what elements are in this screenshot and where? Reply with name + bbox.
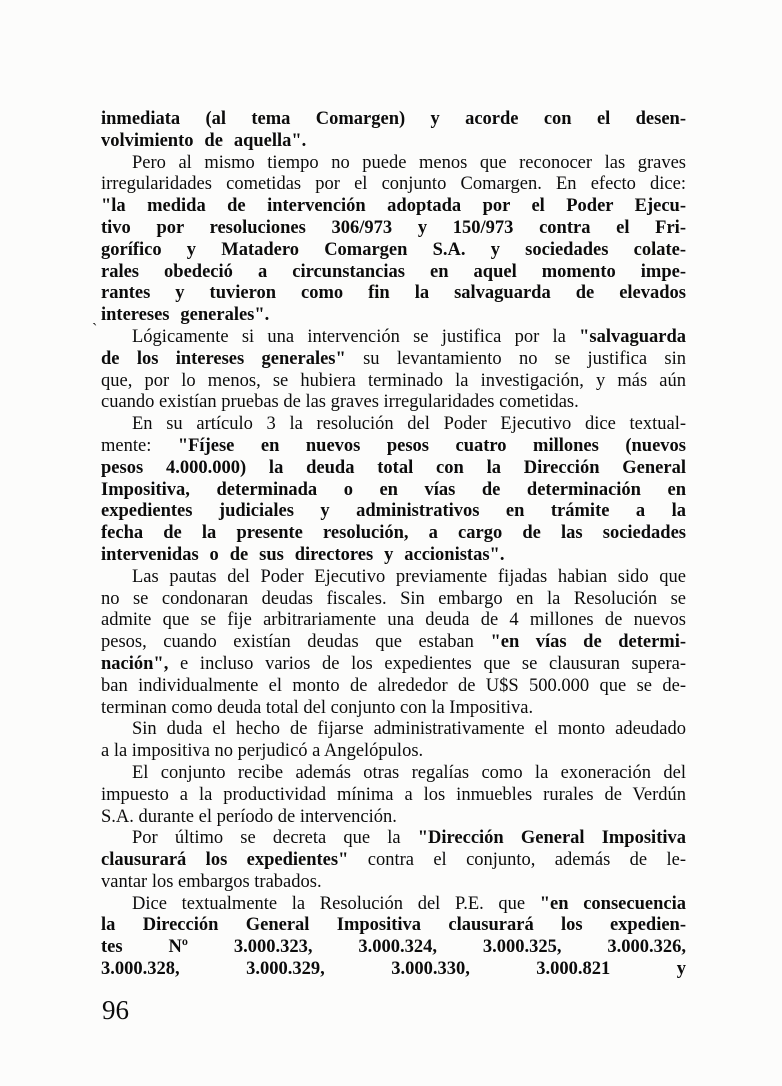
text-line <box>101 283 686 305</box>
bold-text-run: fecha de la presente resolución, a cargo de las sociedades <box>101 523 686 544</box>
bold-text-run: volvimiento de aquella". <box>101 130 307 151</box>
text-line <box>101 436 686 458</box>
bold-text-run: rales obedeció a circunstancias en aquel momento impe- <box>101 261 686 282</box>
paragraph <box>101 719 686 763</box>
text-run: pesos, cuando existían deudas que estaban <box>101 632 491 653</box>
text-line <box>101 371 686 393</box>
text-line <box>101 153 686 175</box>
bold-text-run: nación", <box>101 653 169 674</box>
text-line <box>101 807 686 829</box>
text-line <box>101 654 686 676</box>
text-line <box>101 937 686 959</box>
bold-text-run: rantes y tuvieron como fin la salvaguarda de elevados <box>101 283 686 304</box>
text-line <box>101 676 686 698</box>
text-line <box>101 240 686 262</box>
text-line <box>101 327 686 349</box>
text-run: Sin duda el hecho de fijarse administrativamente el monto adeudado <box>132 719 686 740</box>
text-run: e incluso varios de los expedientes que se clausuran supera- <box>168 653 686 674</box>
text-run: Pero al mismo tiempo no puede menos que reconocer las graves <box>132 152 686 173</box>
stray-mark: ` <box>92 321 98 338</box>
bold-text-run: pesos 4.000.000) la deuda total con la Dirección General <box>101 457 686 478</box>
text-line <box>101 610 686 632</box>
bold-text-run: inmediata (al tema Comargen) y acorde con el desen- <box>101 109 686 129</box>
bold-text-run: intereses generales". <box>101 305 270 326</box>
paragraph <box>101 894 686 981</box>
text-line <box>101 763 686 785</box>
text-line <box>101 174 686 196</box>
text-line <box>101 719 686 741</box>
bold-text-run: 3.000.328, 3.000.329, 3.000.330, 3.000.821 y <box>101 959 686 980</box>
text-run: S.A. durante el período de intervención. <box>101 806 397 827</box>
paragraph <box>101 567 686 720</box>
text-line <box>101 741 686 763</box>
text-line <box>101 828 686 850</box>
text-line <box>101 850 686 872</box>
page-number: 96 <box>102 995 129 1025</box>
paragraph <box>101 327 686 414</box>
text-line <box>101 872 686 894</box>
text-line <box>101 196 686 218</box>
bold-text-run: clausurará los expedientes" <box>101 850 349 871</box>
text-line <box>101 305 686 327</box>
text-line <box>101 414 686 436</box>
bold-text-run: tivo por resoluciones 306/973 y 150/973 contra el Fri- <box>101 217 686 238</box>
text-line <box>101 785 686 807</box>
text-run: no se condonaran deudas fiscales. Sin embargo en la Resolución se <box>101 588 686 609</box>
text-run: vantar los embargos trabados. <box>101 871 322 892</box>
paragraph <box>101 109 686 153</box>
text-line <box>101 959 686 981</box>
page-text <box>101 109 686 981</box>
text-run: admite que se fije arbitrariamente una deuda de 4 millones de nuevos <box>101 610 686 631</box>
text-run: El conjunto recibe además otras regalías como la exoneración del <box>132 762 686 783</box>
text-line <box>101 218 686 240</box>
text-run: cuando existían pruebas de las graves irregularidades cometidas. <box>101 392 579 413</box>
text-line <box>101 589 686 611</box>
text-line <box>101 915 686 937</box>
text-line <box>101 458 686 480</box>
paragraph <box>101 828 686 893</box>
text-run: impuesto a la productividad mínima a los inmuebles rurales de Verdún <box>101 784 686 805</box>
text-run: irregularidades cometidas por el conjunto Comargen. En efecto dice: <box>101 174 686 195</box>
text-line <box>101 109 686 131</box>
text-line <box>101 501 686 523</box>
text-line <box>101 262 686 284</box>
text-line <box>101 567 686 589</box>
text-run: mente: <box>101 435 178 456</box>
text-run: Lógicamente si una intervención se justifica por la <box>132 326 580 347</box>
text-line <box>101 632 686 654</box>
text-line <box>101 131 686 153</box>
bold-text-run: "en consecuencia <box>539 893 686 914</box>
bold-text-run: gorífico y Matadero Comargen S.A. y sociedades colate- <box>101 239 686 260</box>
text-line <box>101 480 686 502</box>
bold-text-run: tes Nº 3.000.323, 3.000.324, 3.000.325, 3.000.326, <box>101 937 686 958</box>
text-run: Por último se decreta que la <box>132 828 418 849</box>
paragraph <box>101 153 686 327</box>
text-line <box>101 894 686 916</box>
paragraph <box>101 414 686 567</box>
paragraph <box>101 763 686 828</box>
text-run: a la impositiva no perjudicó a Angelópulos. <box>101 741 424 762</box>
bold-text-run: expedientes judiciales y administrativos en trámite a la <box>101 501 686 522</box>
text-line <box>101 392 686 414</box>
text-line <box>101 349 686 371</box>
text-line <box>101 545 686 567</box>
bold-text-run: de los intereses generales" <box>101 348 346 369</box>
text-line <box>101 523 686 545</box>
bold-text-run: "en vías de determi- <box>490 632 686 653</box>
bold-text-run: "Dirección General Impositiva <box>417 828 686 849</box>
text-run: En su artículo 3 la resolución del Poder Ejecutivo dice textual- <box>132 414 686 435</box>
text-line <box>101 698 686 720</box>
text-run: Dice textualmente la Resolución del P.E. que <box>132 893 540 914</box>
bold-text-run: Impositiva, determinada o en vías de determinación en <box>101 479 686 500</box>
bold-text-run: "salvaguarda <box>579 326 686 347</box>
bold-text-run: "la medida de intervención adoptada por el Poder Ejecu- <box>101 196 686 217</box>
text-run: ban individualmente el monto de alrededor de U$S 500.000 que se de- <box>101 675 686 696</box>
text-run: que, por lo menos, se hubiera terminado la investigación, y más aún <box>101 370 686 391</box>
text-run: Las pautas del Poder Ejecutivo previamente fijadas habian sido que <box>132 566 686 587</box>
text-run: su levantamiento no se justifica sin <box>345 348 686 369</box>
bold-text-run: "Fíjese en nuevos pesos cuatro millones (nuevos <box>177 435 686 456</box>
text-run: contra el conjunto, además de le- <box>348 850 686 871</box>
bold-text-run: intervenidas o de sus directores y accionistas". <box>101 544 505 565</box>
bold-text-run: la Dirección General Impositiva clausurará los expedien- <box>101 915 686 936</box>
text-run: terminan como deuda total del conjunto con la Impositiva. <box>101 697 534 718</box>
